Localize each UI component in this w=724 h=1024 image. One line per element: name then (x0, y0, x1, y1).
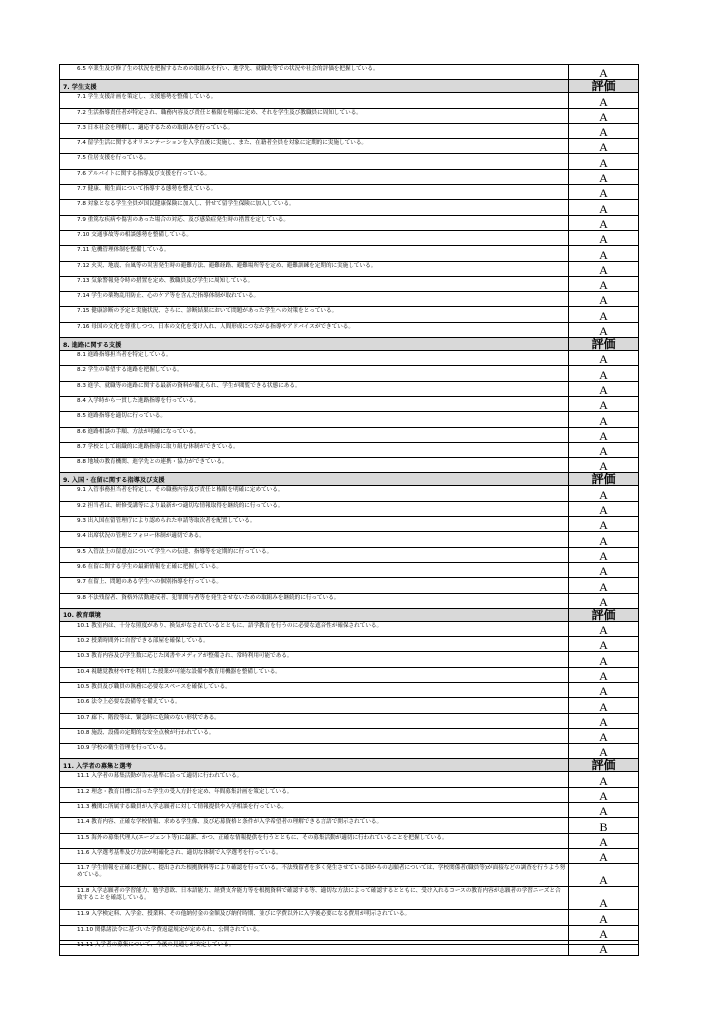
criterion-row (60, 215, 639, 230)
criterion-text: 11.4 教育内容、正確な学校情報、求める学生像、及び応募資格と条件が入学希望者の理解できる言語で開示されている。 (60, 818, 569, 833)
criterion-row (60, 381, 639, 396)
rating-value: A (569, 366, 639, 381)
criterion-text: 11.1 入学者の募集活動が告示基準に沿って適切に行われている。 (60, 772, 569, 787)
rating-value: A (569, 442, 639, 457)
rating-value: A (569, 93, 639, 108)
rating-value: A (569, 427, 639, 442)
criterion-row (60, 818, 639, 833)
criterion-text: 8.6 進路相談の手順、方法が明確になっている。 (60, 427, 569, 442)
criterion-text: 8.4 入学時から一貫した進路指導を行っている。 (60, 396, 569, 411)
criterion-text: 10.3 教育内容及び学生数に応じた図書やメディアが整備され、常時利用可能である。 (60, 652, 569, 667)
section-title: 9. 入国・在留に関する指導及び支援 (60, 473, 569, 486)
rating-value: A (569, 910, 639, 925)
criterion-row (60, 667, 639, 682)
rating-value: A (569, 276, 639, 291)
criterion-text: 8.7 学校として組織的に進路指導に取り組む体制ができている。 (60, 442, 569, 457)
criterion-text: 6.5 卒業生及び修了生の状況を把握するための取組みを行い、進学先、就職先等での状況や社会的評価を把握している。 (60, 65, 569, 80)
evaluation-table-body (60, 65, 639, 956)
criterion-row (60, 887, 639, 910)
rating-value: A (569, 65, 639, 80)
criterion-text: 11.5 海外の募集代理人(エージェント等)に最新、かつ、正確な情報提供を行うとともに、その募集活動が適切に行われていることを把握している。 (60, 833, 569, 848)
criterion-text: 11.2 理念・教育目標に沿った学生の受入方針を定め、年間募集計画を策定している。 (60, 787, 569, 802)
criterion-text: 7.7 健康、衛生面について指導する態勢を整えている。 (60, 185, 569, 200)
rating-value: A (569, 667, 639, 682)
rating-value: A (569, 787, 639, 802)
evaluation-table (59, 64, 639, 956)
rating-value: A (569, 713, 639, 728)
criterion-text: 9.4 出席状況の管理とフォロー体制が適切である。 (60, 532, 569, 547)
criterion-row (60, 803, 639, 818)
criterion-text: 11.8 入学志願者の学習能力、勉学意欲、日本語能力、経費支弁能力等を根拠資料で確認する等、適切な方法によって確認するとともに、受け入れるコースの教育内容が志願者の学習ニーズと合致することを確認している。 (60, 887, 569, 910)
criterion-row (60, 925, 639, 940)
rating-value: A (569, 381, 639, 396)
criterion-row (60, 351, 639, 366)
criterion-row (60, 532, 639, 547)
criterion-row (60, 427, 639, 442)
rating-value: A (569, 652, 639, 667)
criterion-row (60, 910, 639, 925)
criterion-text: 10.2 授業時間外に自習できる部屋を確保している。 (60, 637, 569, 652)
rating-value: A (569, 501, 639, 516)
criterion-row (60, 396, 639, 411)
rating-value: A (569, 728, 639, 743)
criterion-text: 11.10 関係諸法令に基づいた学費返還規定が定められ、公開されている。 (60, 925, 569, 940)
criterion-row (60, 772, 639, 787)
criterion-text: 8.5 進路指導を適切に行っている。 (60, 412, 569, 427)
rating-value: A (569, 246, 639, 261)
criterion-row (60, 169, 639, 184)
criterion-text: 10.9 学校の衛生管理を行っている。 (60, 744, 569, 759)
section-header-row (60, 473, 639, 486)
criterion-row (60, 154, 639, 169)
rating-value: A (569, 593, 639, 608)
criterion-row (60, 848, 639, 863)
rating-value: A (569, 108, 639, 123)
evaluation-column-header: 評価 (569, 473, 639, 486)
rating-value: A (569, 803, 639, 818)
criterion-text: 11.9 入学検定料、入学金、授業料、その他納付金の金額及び納付時期、並びに学費以外に入学後必要になる費用が明示されている。 (60, 910, 569, 925)
criterion-text: 7.13 気象警報発令時の措置を定め、教職員及び学生に周知している。 (60, 276, 569, 291)
criterion-text: 7.11 危機管理体制を整備している。 (60, 246, 569, 261)
criterion-text: 7.8 対象となる学生全員が国民健康保険に加入し、併せて留学生保険に加入している。 (60, 200, 569, 215)
criterion-row (60, 593, 639, 608)
criterion-text: 10.8 施設、設備の定期的な安全点検が行われている。 (60, 728, 569, 743)
criterion-row (60, 833, 639, 848)
criterion-row (60, 200, 639, 215)
criterion-row (60, 787, 639, 802)
criterion-text: 10.1 教室内は、十分な照度があり、換気がなされているとともに、語学教育を行うのに必要な遮音性が確保されている。 (60, 621, 569, 636)
criterion-row (60, 698, 639, 713)
rating-value: A (569, 621, 639, 636)
criterion-text: 9.1 入管事務担当者を特定し、その職務内容及び責任と権限を明確に定めている。 (60, 486, 569, 501)
criterion-text: 11.7 学生情報を正確に把握し、提出された根拠資料等により確認を行っている。不法残留者を多く発生させている国からの志願者については、学校関係者(職員等)が面接などの調査を行うよう努めている。 (60, 864, 569, 887)
criterion-row (60, 652, 639, 667)
criterion-row (60, 93, 639, 108)
criterion-row (60, 744, 639, 759)
criterion-row (60, 517, 639, 532)
criterion-text: 9.6 在留に関する学生の最新情報を正確に把握している。 (60, 562, 569, 577)
rating-value: A (569, 682, 639, 697)
criterion-text: 9.5 入管法上の留意点について学生への伝達、指導等を定期的に行っている。 (60, 547, 569, 562)
criterion-text: 10.5 教員及び職員の執務に必要なスペースを確保している。 (60, 682, 569, 697)
criterion-row (60, 864, 639, 887)
criterion-row (60, 412, 639, 427)
criterion-text: 7.12 火災、地震、台風等の災害発生時の避難方法、避難経路、避難場所等を定め、避難訓練を定期的に実施している。 (60, 261, 569, 276)
rating-value: A (569, 698, 639, 713)
rating-value: A (569, 139, 639, 154)
footer-divider (59, 944, 639, 945)
criterion-text: 9.8 不法残留者、資格外活動違反者、犯罪関与者等を発生させないための取組みを継続的に行っている。 (60, 593, 569, 608)
rating-value: A (569, 848, 639, 863)
criterion-row (60, 501, 639, 516)
criterion-row (60, 65, 639, 80)
rating-value: A (569, 486, 639, 501)
evaluation-column-header: 評価 (569, 338, 639, 351)
criterion-text: 8.2 学生の希望する進路を把握している。 (60, 366, 569, 381)
section-header-row (60, 608, 639, 621)
criterion-row (60, 246, 639, 261)
section-header-row (60, 80, 639, 93)
rating-value: A (569, 292, 639, 307)
rating-value: A (569, 637, 639, 652)
criterion-text: 11.3 機関に所属する職員が入学志願者に対して情報提供や入学相談を行っている。 (60, 803, 569, 818)
evaluation-sheet (59, 64, 639, 956)
criterion-row (60, 139, 639, 154)
rating-value: A (569, 123, 639, 138)
criterion-text: 7.14 学生の薬物乱用防止、心のケア等を含んだ指導体制が取れている。 (60, 292, 569, 307)
rating-value: A (569, 458, 639, 473)
criterion-text: 10.4 視聴覚教材やITを利用した授業が可能な設備や教育用機器を整備している。 (60, 667, 569, 682)
section-header-row (60, 338, 639, 351)
criterion-text: 8.8 地域の教育機関、進学先との連携・協力ができている。 (60, 458, 569, 473)
criterion-text: 10.6 法令上必要な設備等を備えている。 (60, 698, 569, 713)
rating-value: A (569, 200, 639, 215)
rating-value: A (569, 864, 639, 887)
criterion-row (60, 547, 639, 562)
section-header-row (60, 759, 639, 772)
section-title: 10. 教育環境 (60, 608, 569, 621)
criterion-row (60, 442, 639, 457)
rating-value: A (569, 169, 639, 184)
criterion-text: 9.2 担当者は、研修受講等により最新かつ適切な情報取得を継続的に行っている。 (60, 501, 569, 516)
criterion-text: 10.7 廊下、階段等は、緊急時に危険のない形状である。 (60, 713, 569, 728)
criterion-row (60, 728, 639, 743)
criterion-row (60, 940, 639, 955)
rating-value: A (569, 230, 639, 245)
criterion-text: 7.10 交通事故等の相談態勢を整備している。 (60, 230, 569, 245)
section-title: 7. 学生支援 (60, 80, 569, 93)
rating-value: A (569, 154, 639, 169)
criterion-text: 7.16 母国の文化を尊重しつつ、日本の文化を受け入れ、人間形成につながる指導やアドバイスができている。 (60, 322, 569, 337)
criterion-row (60, 322, 639, 337)
rating-value: A (569, 185, 639, 200)
criterion-row (60, 621, 639, 636)
criterion-text: 11.11 入学者の募集について、今後の見通しが安定している。 (60, 940, 569, 955)
rating-value: A (569, 578, 639, 593)
criterion-text: 9.3 出入国在留管理庁により認められた申請等取次者を配置している。 (60, 517, 569, 532)
criterion-text: 9.7 在留上、問題のある学生への個別指導を行っている。 (60, 578, 569, 593)
criterion-text: 11.6 入学選考基準及び方法が明確化され、適切な体制で入学選考を行っている。 (60, 848, 569, 863)
criterion-row (60, 292, 639, 307)
rating-value: B (569, 818, 639, 833)
criterion-row (60, 261, 639, 276)
criterion-text: 7.2 生活指導責任者が特定され、職務内容及び責任と権限を明確に定め、それを学生及び教職員に周知している。 (60, 108, 569, 123)
rating-value: A (569, 396, 639, 411)
criterion-row (60, 276, 639, 291)
evaluation-column-header: 評価 (569, 608, 639, 621)
rating-value: A (569, 532, 639, 547)
criterion-row (60, 366, 639, 381)
criterion-row (60, 578, 639, 593)
criterion-text: 8.3 進学、就職等の進路に関する最新の資料が備えられ、学生が閲覧できる状態にある。 (60, 381, 569, 396)
criterion-text: 7.4 留学生活に関するオリエンテーションを入学直後に実施し、また、在籍者全員を対象に定期的に実施している。 (60, 139, 569, 154)
criterion-row (60, 185, 639, 200)
rating-value: A (569, 772, 639, 787)
criterion-row (60, 108, 639, 123)
criterion-text: 7.5 住居支援を行っている。 (60, 154, 569, 169)
rating-value: A (569, 215, 639, 230)
rating-value: A (569, 887, 639, 910)
criterion-text: 7.3 日本社会を理解し、適応するための取組みを行っている。 (60, 123, 569, 138)
rating-value: A (569, 351, 639, 366)
criterion-text: 8.1 進路指導担当者を特定している。 (60, 351, 569, 366)
criterion-row (60, 307, 639, 322)
rating-value: A (569, 940, 639, 955)
rating-value: A (569, 412, 639, 427)
rating-value: A (569, 562, 639, 577)
criterion-text: 7.15 健康診断の予定と実施状況、さらに、診断結果において問題があった学生への対策をとっている。 (60, 307, 569, 322)
criterion-row (60, 458, 639, 473)
rating-value: A (569, 833, 639, 848)
section-title: 11. 入学者の募集と選考 (60, 759, 569, 772)
evaluation-column-header: 評価 (569, 759, 639, 772)
rating-value: A (569, 547, 639, 562)
rating-value: A (569, 744, 639, 759)
criterion-row (60, 230, 639, 245)
rating-value: A (569, 261, 639, 276)
rating-value: A (569, 307, 639, 322)
rating-value: A (569, 517, 639, 532)
criterion-text: 7.6 アルバイトに関する指導及び支援を行っている。 (60, 169, 569, 184)
criterion-row (60, 637, 639, 652)
rating-value: A (569, 322, 639, 337)
criterion-row (60, 123, 639, 138)
evaluation-column-header: 評価 (569, 80, 639, 93)
section-title: 8. 進路に関する支援 (60, 338, 569, 351)
criterion-row (60, 713, 639, 728)
criterion-text: 7.9 重篤な疾病や傷害のあった場合の対応、及び感染症発生時の措置を定している。 (60, 215, 569, 230)
criterion-row (60, 562, 639, 577)
criterion-row (60, 486, 639, 501)
criterion-row (60, 682, 639, 697)
rating-value: A (569, 925, 639, 940)
criterion-text: 7.1 学生支援計画を策定し、支援態勢を整備している。 (60, 93, 569, 108)
